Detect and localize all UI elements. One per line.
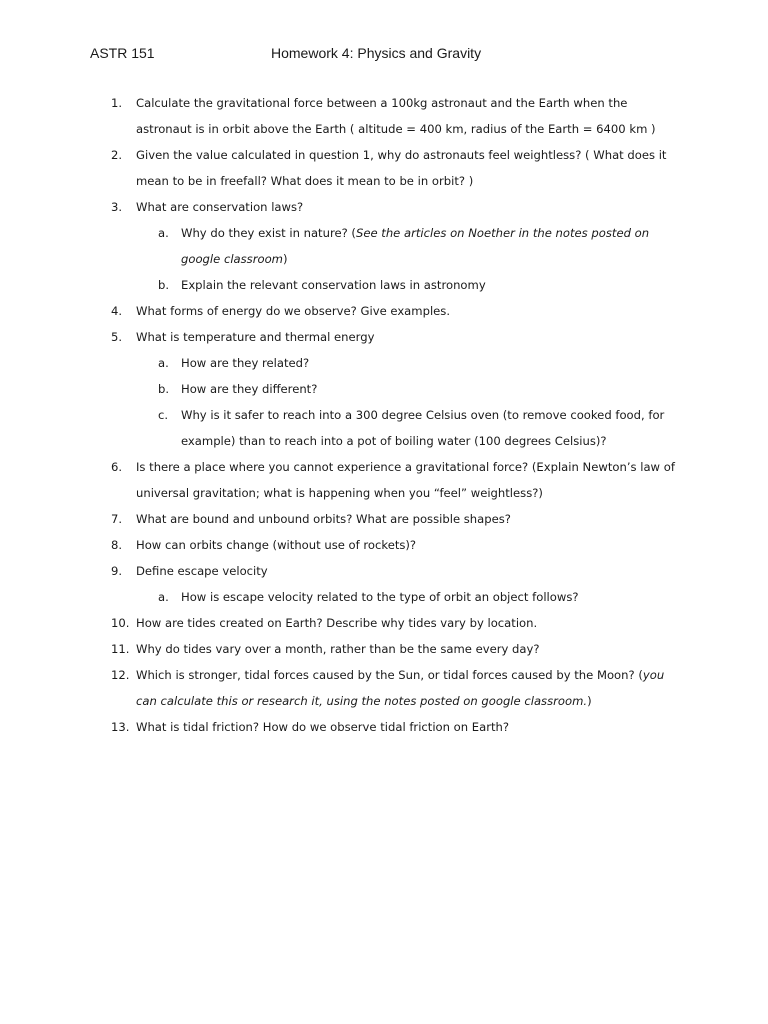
question-item xyxy=(0,324,768,350)
question-number: 3. xyxy=(111,200,123,214)
subquestion-item xyxy=(0,402,768,454)
question-number: 2. xyxy=(111,148,123,162)
question-text: Define escape velocity xyxy=(136,564,268,578)
question-number: 6. xyxy=(111,460,123,474)
question-text: What are bound and unbound orbits? What are possible shapes? xyxy=(136,512,511,526)
question-item xyxy=(0,506,768,532)
question-text: What is tidal friction? How do we observe tidal friction on Earth? xyxy=(136,720,510,734)
document-title: Homework 4: Physics and Gravity xyxy=(271,45,482,61)
question-item xyxy=(0,194,768,220)
subquestion-text-end: ) xyxy=(282,252,288,266)
subquestion-text: Explain the relevant conservation laws in astronomy xyxy=(181,278,486,292)
question-italic-note: you can calculate this or research it, using the notes posted on google classroom. xyxy=(136,668,665,708)
question-number: 11. xyxy=(111,642,130,656)
question-text: How are tides created on Earth? Describe why tides vary by location. xyxy=(136,616,538,630)
question-number: 10. xyxy=(111,616,130,630)
question-item xyxy=(0,142,768,194)
question-text: What is temperature and thermal energy xyxy=(136,330,375,344)
question-number: 5. xyxy=(111,330,123,344)
question-item xyxy=(0,662,768,714)
question-number: 9. xyxy=(111,564,123,578)
question-list xyxy=(0,90,768,740)
question-item xyxy=(0,298,768,324)
subquestion-letter: c. xyxy=(158,408,169,422)
subquestion-text: Why is it safer to reach into a 300 degree Celsius oven (to remove cooked food, for example) than to reach into a pot of boiling water (100 degrees Celsius)? xyxy=(181,408,665,448)
question-item xyxy=(0,454,768,506)
subquestion-letter: b. xyxy=(158,382,170,396)
subquestion-item xyxy=(0,350,768,376)
question-text: Why do tides vary over a month, rather than be the same every day? xyxy=(136,642,540,656)
question-item xyxy=(0,90,768,142)
course-code: ASTR 151 xyxy=(90,45,155,61)
question-text: What are conservation laws? xyxy=(136,200,304,214)
subquestion-text: Why do they exist in nature? ( xyxy=(181,226,356,240)
subquestion-item xyxy=(0,272,768,298)
question-item xyxy=(0,532,768,558)
question-text: Given the value calculated in question 1, why do astronauts feel weightless? ( What does it mean to be in freefall? What does it mean to be in orbit? ) xyxy=(136,148,667,188)
question-text: What forms of energy do we observe? Give examples. xyxy=(136,304,451,318)
question-number: 1. xyxy=(111,96,123,110)
question-number: 7. xyxy=(111,512,123,526)
subquestion-letter: a. xyxy=(158,590,169,604)
question-number: 12. xyxy=(111,668,130,682)
subquestion-item xyxy=(0,584,768,610)
subquestion-text: How are they related? xyxy=(181,356,310,370)
question-number: 13. xyxy=(111,720,130,734)
subquestion-italic-note: See the articles on Noether in the notes posted on google classroom xyxy=(181,226,650,266)
subquestion-text: How is escape velocity related to the type of orbit an object follows? xyxy=(181,590,579,604)
subquestion-letter: b. xyxy=(158,278,170,292)
question-text: Calculate the gravitational force between a 100kg astronaut and the Earth when the astronaut is in orbit above the Earth ( altitude = 400 km, radius of the Earth = 6400 km ) xyxy=(136,96,656,136)
subquestion-letter: a. xyxy=(158,226,169,240)
question-number: 4. xyxy=(111,304,123,318)
question-text: Is there a place where you cannot experience a gravitational force? (Explain Newton’s law of universal gravitation; what is happening when you “feel” weightless?) xyxy=(136,460,675,500)
subquestion-letter: a. xyxy=(158,356,169,370)
question-item xyxy=(0,558,768,584)
subquestion-item xyxy=(0,376,768,402)
question-item xyxy=(0,714,768,740)
question-item xyxy=(0,610,768,636)
question-text: How can orbits change (without use of rockets)? xyxy=(136,538,417,552)
question-number: 8. xyxy=(111,538,123,552)
question-text: Which is stronger, tidal forces caused by the Sun, or tidal forces caused by the Moon? ( xyxy=(136,668,643,682)
question-text-end: ) xyxy=(587,694,592,708)
subquestion-text: How are they different? xyxy=(181,382,318,396)
question-item xyxy=(0,636,768,662)
subquestion-item xyxy=(0,220,768,272)
